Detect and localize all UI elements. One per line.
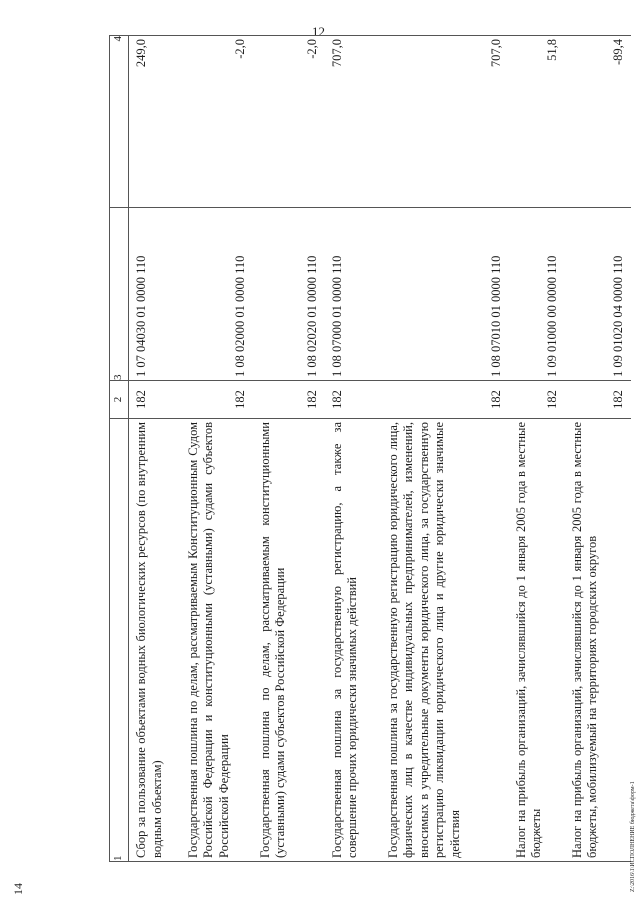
row-kbk-code: 1 09 01000 00 0000 110 [509, 208, 565, 381]
row-kbk-code: 1 08 02000 01 0000 110 [181, 208, 253, 381]
table-row [325, 36, 381, 862]
row-admin-code: 182 [325, 381, 381, 419]
row-kbk-code: 1 08 07000 01 0000 110 [325, 208, 381, 381]
table-header-row [110, 36, 129, 862]
table-row [565, 36, 631, 862]
row-name: Государственная пошлина по делам, рассматриваемым Конституционным Судом Российской Федерации и конституционными (уставными) судами субъектов Российской Федерации [181, 419, 253, 862]
row-admin-code: 182 [181, 381, 253, 419]
row-kbk-code: 1 08 07010 01 0000 110 [381, 208, 509, 381]
revenue-table [109, 35, 631, 862]
row-name: Государственная пошлина по делам, рассматриваемым конституционными (уставными) судами субъектов Российской Федерации [253, 419, 325, 862]
table-row [509, 36, 565, 862]
row-value: -2,0 [181, 36, 253, 208]
row-name: Налог на прибыль организаций, зачислявшийся до 1 января 2005 года в местные бюджеты [509, 419, 565, 862]
row-kbk-code: 1 08 02020 01 0000 110 [253, 208, 325, 381]
row-value: -2,0 [253, 36, 325, 208]
revenue-table-rotated [109, 36, 625, 862]
header-col-1: 1 [110, 419, 129, 862]
header-col-3: 3 [110, 208, 129, 381]
header-col-2: 2 [110, 381, 129, 419]
row-value: 707,0 [325, 36, 381, 208]
row-value: 707,0 [381, 36, 509, 208]
file-path-footer: Z:\2016\1\ИСПОЛНЕНИЕ бюджета\форм-1 [630, 781, 636, 892]
row-kbk-code: 1 07 04030 01 0000 110 [129, 208, 181, 381]
row-name: Налог на прибыль организаций, зачислявшийся до 1 января 2005 года в местные бюджеты, мобилизуемый на территориях городских округов [565, 419, 631, 862]
footer-page-number: 14 [11, 883, 25, 895]
row-admin-code: 182 [381, 381, 509, 419]
table-row [129, 36, 181, 862]
row-name: Государственная пошлина за государственную регистрацию, а также за совершение прочих юридически значимых действий [325, 419, 381, 862]
row-value: 249,0 [129, 36, 181, 208]
row-name: Сбор за пользование объектами водных биологических ресурсов (по внутренним водным объектам) [129, 419, 181, 862]
row-admin-code: 182 [565, 381, 631, 419]
row-admin-code: 182 [509, 381, 565, 419]
table-row [381, 36, 509, 862]
row-admin-code: 182 [253, 381, 325, 419]
table-row [181, 36, 253, 862]
row-value: -89,4 [565, 36, 631, 208]
row-kbk-code: 1 09 01020 04 0000 110 [565, 208, 631, 381]
row-name: Государственная пошлина за государственную регистрацию юридического лица, физических лиц в качестве индивидуальных предпринимателей, изменений, вносимых в учредительные документы юридического лица, за государственную регистрацию ликвидации юридического лица и другие юридически значимые действия [381, 419, 509, 862]
row-value: 51,8 [509, 36, 565, 208]
page-number: 12 [312, 24, 325, 39]
header-col-4: 4 [110, 36, 129, 208]
row-admin-code: 182 [129, 381, 181, 419]
table-row [253, 36, 325, 862]
